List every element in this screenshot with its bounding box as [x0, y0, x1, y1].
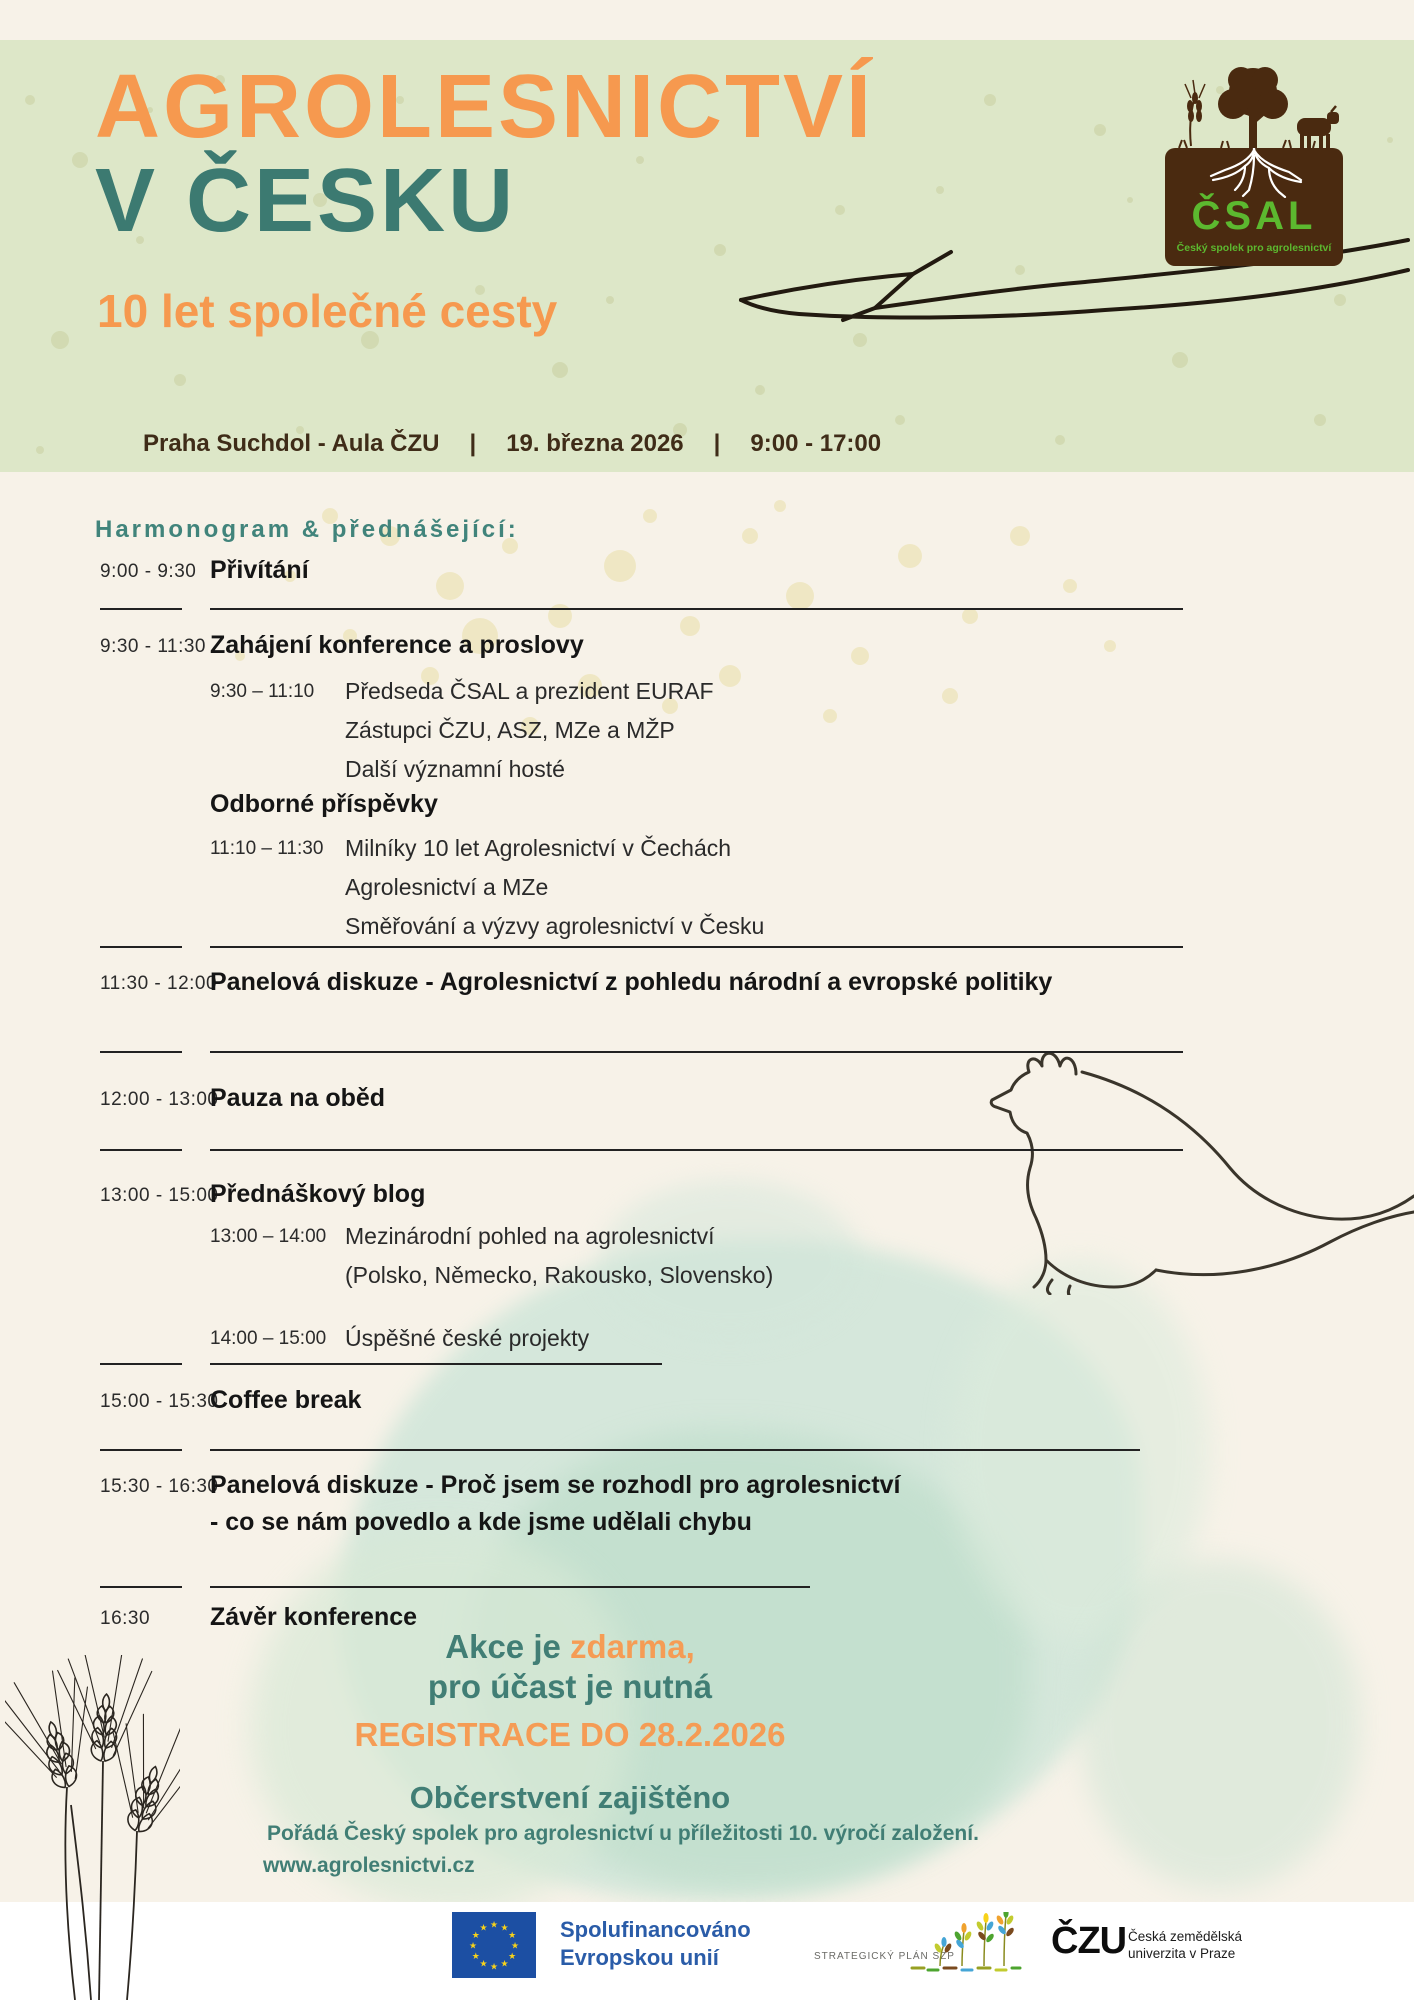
- schedule-title: Coffee break: [210, 1386, 362, 1414]
- wheat-icon: [1185, 80, 1205, 146]
- divider: [210, 1363, 662, 1365]
- eu-cofinancing-label: [560, 1916, 751, 1972]
- divider: [210, 1586, 810, 1588]
- csal-acronym: ČSAL: [1191, 194, 1317, 238]
- czu-label-line1: Česká zemědělská: [1128, 1929, 1243, 1944]
- hen-illustration: [930, 1030, 1414, 1295]
- schedule-time: 13:00 - 15:00: [100, 1185, 219, 1206]
- divider: [100, 946, 182, 948]
- schedule-title: Panelová diskuze - Proč jsem se rozhodl pro agrolesnictví: [210, 1471, 901, 1499]
- eu-cofinancing-line1: Spolufinancováno: [560, 1917, 751, 1942]
- schedule-speaker: Milníky 10 let Agrolesnictví v Čechách: [345, 835, 732, 861]
- schedule-speaker: Další významní hosté: [345, 756, 565, 782]
- schedule-subtitle: Odborné příspěvky: [210, 790, 438, 818]
- eu-cofinancing-line2: Evropskou unií: [560, 1945, 719, 1970]
- schedule-subtime: 13:00 – 14:00: [210, 1226, 327, 1247]
- svg-text:★: ★: [489, 1962, 499, 1973]
- czu-label-line2: univerzita v Praze: [1128, 1946, 1236, 1961]
- divider: [210, 1149, 1183, 1151]
- organizer-note: Pořádá Český spolek pro agrolesnictví u příležitosti 10. výročí založení.: [267, 1822, 979, 1845]
- schedule-topic: Mezinárodní pohled na agrolesnictví: [345, 1223, 715, 1249]
- schedule-time: 15:00 - 15:30: [100, 1391, 219, 1412]
- svg-text:★: ★: [468, 1941, 478, 1952]
- schedule-time: 9:00 - 9:30: [100, 561, 197, 582]
- svg-text:★: ★: [471, 1952, 480, 1962]
- szp-plan-label: STRATEGICKÝ PLÁN SZP: [814, 1951, 955, 1962]
- free-entry-prefix: Akce je: [445, 1628, 571, 1665]
- free-entry-line2: pro účast je nutná: [427, 1668, 713, 1705]
- schedule-time: 15:30 - 16:30: [100, 1476, 219, 1497]
- szp-plants-icon: [910, 1912, 1022, 1974]
- event-venue: Praha Suchdol - Aula ČZU: [143, 430, 440, 457]
- free-entry-highlight: zdarma,: [570, 1628, 695, 1665]
- schedule-time: 12:00 - 13:00: [100, 1089, 219, 1110]
- csal-logo-illustration: [1165, 62, 1343, 150]
- divider: [210, 946, 1183, 948]
- grass-strokes: [1179, 140, 1315, 148]
- schedule-title: - co se nám povedlo a kde jsme udělali chybu: [210, 1508, 752, 1536]
- divider: [100, 608, 182, 610]
- svg-text:★: ★: [500, 1959, 509, 1970]
- schedule-time: 16:30: [100, 1608, 151, 1629]
- divider: [210, 1449, 1140, 1451]
- divider: [100, 1363, 182, 1365]
- schedule-time: 9:30 - 11:30: [100, 636, 207, 657]
- poster-subtitle: 10 let společné cesty: [97, 285, 558, 337]
- event-time: 9:00 - 17:00: [750, 430, 882, 457]
- svg-text:★: ★: [471, 1931, 480, 1941]
- schedule-subtime: 11:10 – 11:30: [210, 838, 324, 859]
- schedule-title: Přednáškový blog: [210, 1180, 426, 1208]
- svg-text:★: ★: [500, 1923, 509, 1934]
- event-date: 19. března 2026: [506, 430, 684, 457]
- poster-title-line2: V ČESKU: [95, 151, 517, 251]
- schedule-title: Panelová diskuze - Agrolesnictví z pohledu národní a evropské politiky: [210, 968, 1053, 996]
- poster-title-line1: AGROLESNICTVÍ: [95, 57, 875, 157]
- eu-flag-icon: [452, 1912, 536, 1978]
- czu-university-label: [1128, 1928, 1242, 1962]
- svg-text:★: ★: [508, 1952, 517, 1962]
- svg-text:★: ★: [508, 1931, 517, 1941]
- csal-logo-box: [1165, 148, 1343, 266]
- svg-text:★: ★: [479, 1959, 488, 1970]
- schedule-speaker: Zástupci ČZU, ASZ, MZe a MŽP: [345, 717, 675, 743]
- csal-tagline: Český spolek pro agrolesnictví: [1176, 242, 1332, 254]
- event-info-row: [143, 430, 881, 458]
- schedule-speaker: Směřování a výzvy agrolesnictví v Česku: [345, 913, 765, 939]
- watercolor-blob: [1080, 1560, 1360, 1890]
- schedule-topic: Úspěšné české projekty: [345, 1325, 590, 1351]
- schedule-title: Zahájení konference a proslovy: [210, 631, 584, 659]
- svg-text:★: ★: [510, 1941, 520, 1952]
- svg-text:★: ★: [479, 1923, 488, 1934]
- refreshments-note: Občerstvení zajištěno: [409, 1780, 731, 1815]
- schedule-heading: Harmonogram & přednášející:: [95, 516, 519, 543]
- schedule-speaker: Agrolesnictví a MZe: [345, 874, 549, 900]
- svg-text:★: ★: [489, 1920, 499, 1931]
- free-entry-line: [220, 1628, 920, 1666]
- czu-logo: ČZU: [1051, 1920, 1127, 1962]
- schedule-speaker: Předseda ČSAL a prezident EURAF: [345, 678, 714, 704]
- schedule-topic: (Polsko, Německo, Rakousko, Slovensko): [345, 1262, 774, 1288]
- schedule-title: Pauza na oběd: [210, 1084, 386, 1112]
- divider: [210, 1051, 1183, 1053]
- schedule-subtime: 9:30 – 11:10: [210, 681, 315, 702]
- divider: [100, 1586, 182, 1588]
- roots-illustration: [1165, 148, 1343, 198]
- schedule-subtime: 14:00 – 15:00: [210, 1328, 327, 1349]
- separator: |: [713, 430, 721, 457]
- divider: [210, 608, 1183, 610]
- watercolor-blob: [600, 1180, 860, 1340]
- divider: [100, 1149, 182, 1151]
- cattle-icon: [1297, 106, 1339, 148]
- schedule-title: Přivítání: [210, 556, 309, 584]
- separator: |: [469, 430, 477, 457]
- divider: [100, 1449, 182, 1451]
- schedule-time: 11:30 - 12:00: [100, 973, 218, 994]
- divider: [100, 1051, 182, 1053]
- website-link: www.agrolesnictvi.cz: [263, 1854, 475, 1877]
- wheat-sketch-illustration: [5, 1655, 180, 2000]
- registration-deadline: REGISTRACE DO 28.2.2026: [354, 1716, 786, 1753]
- schedule-title: Závěr konference: [210, 1603, 418, 1631]
